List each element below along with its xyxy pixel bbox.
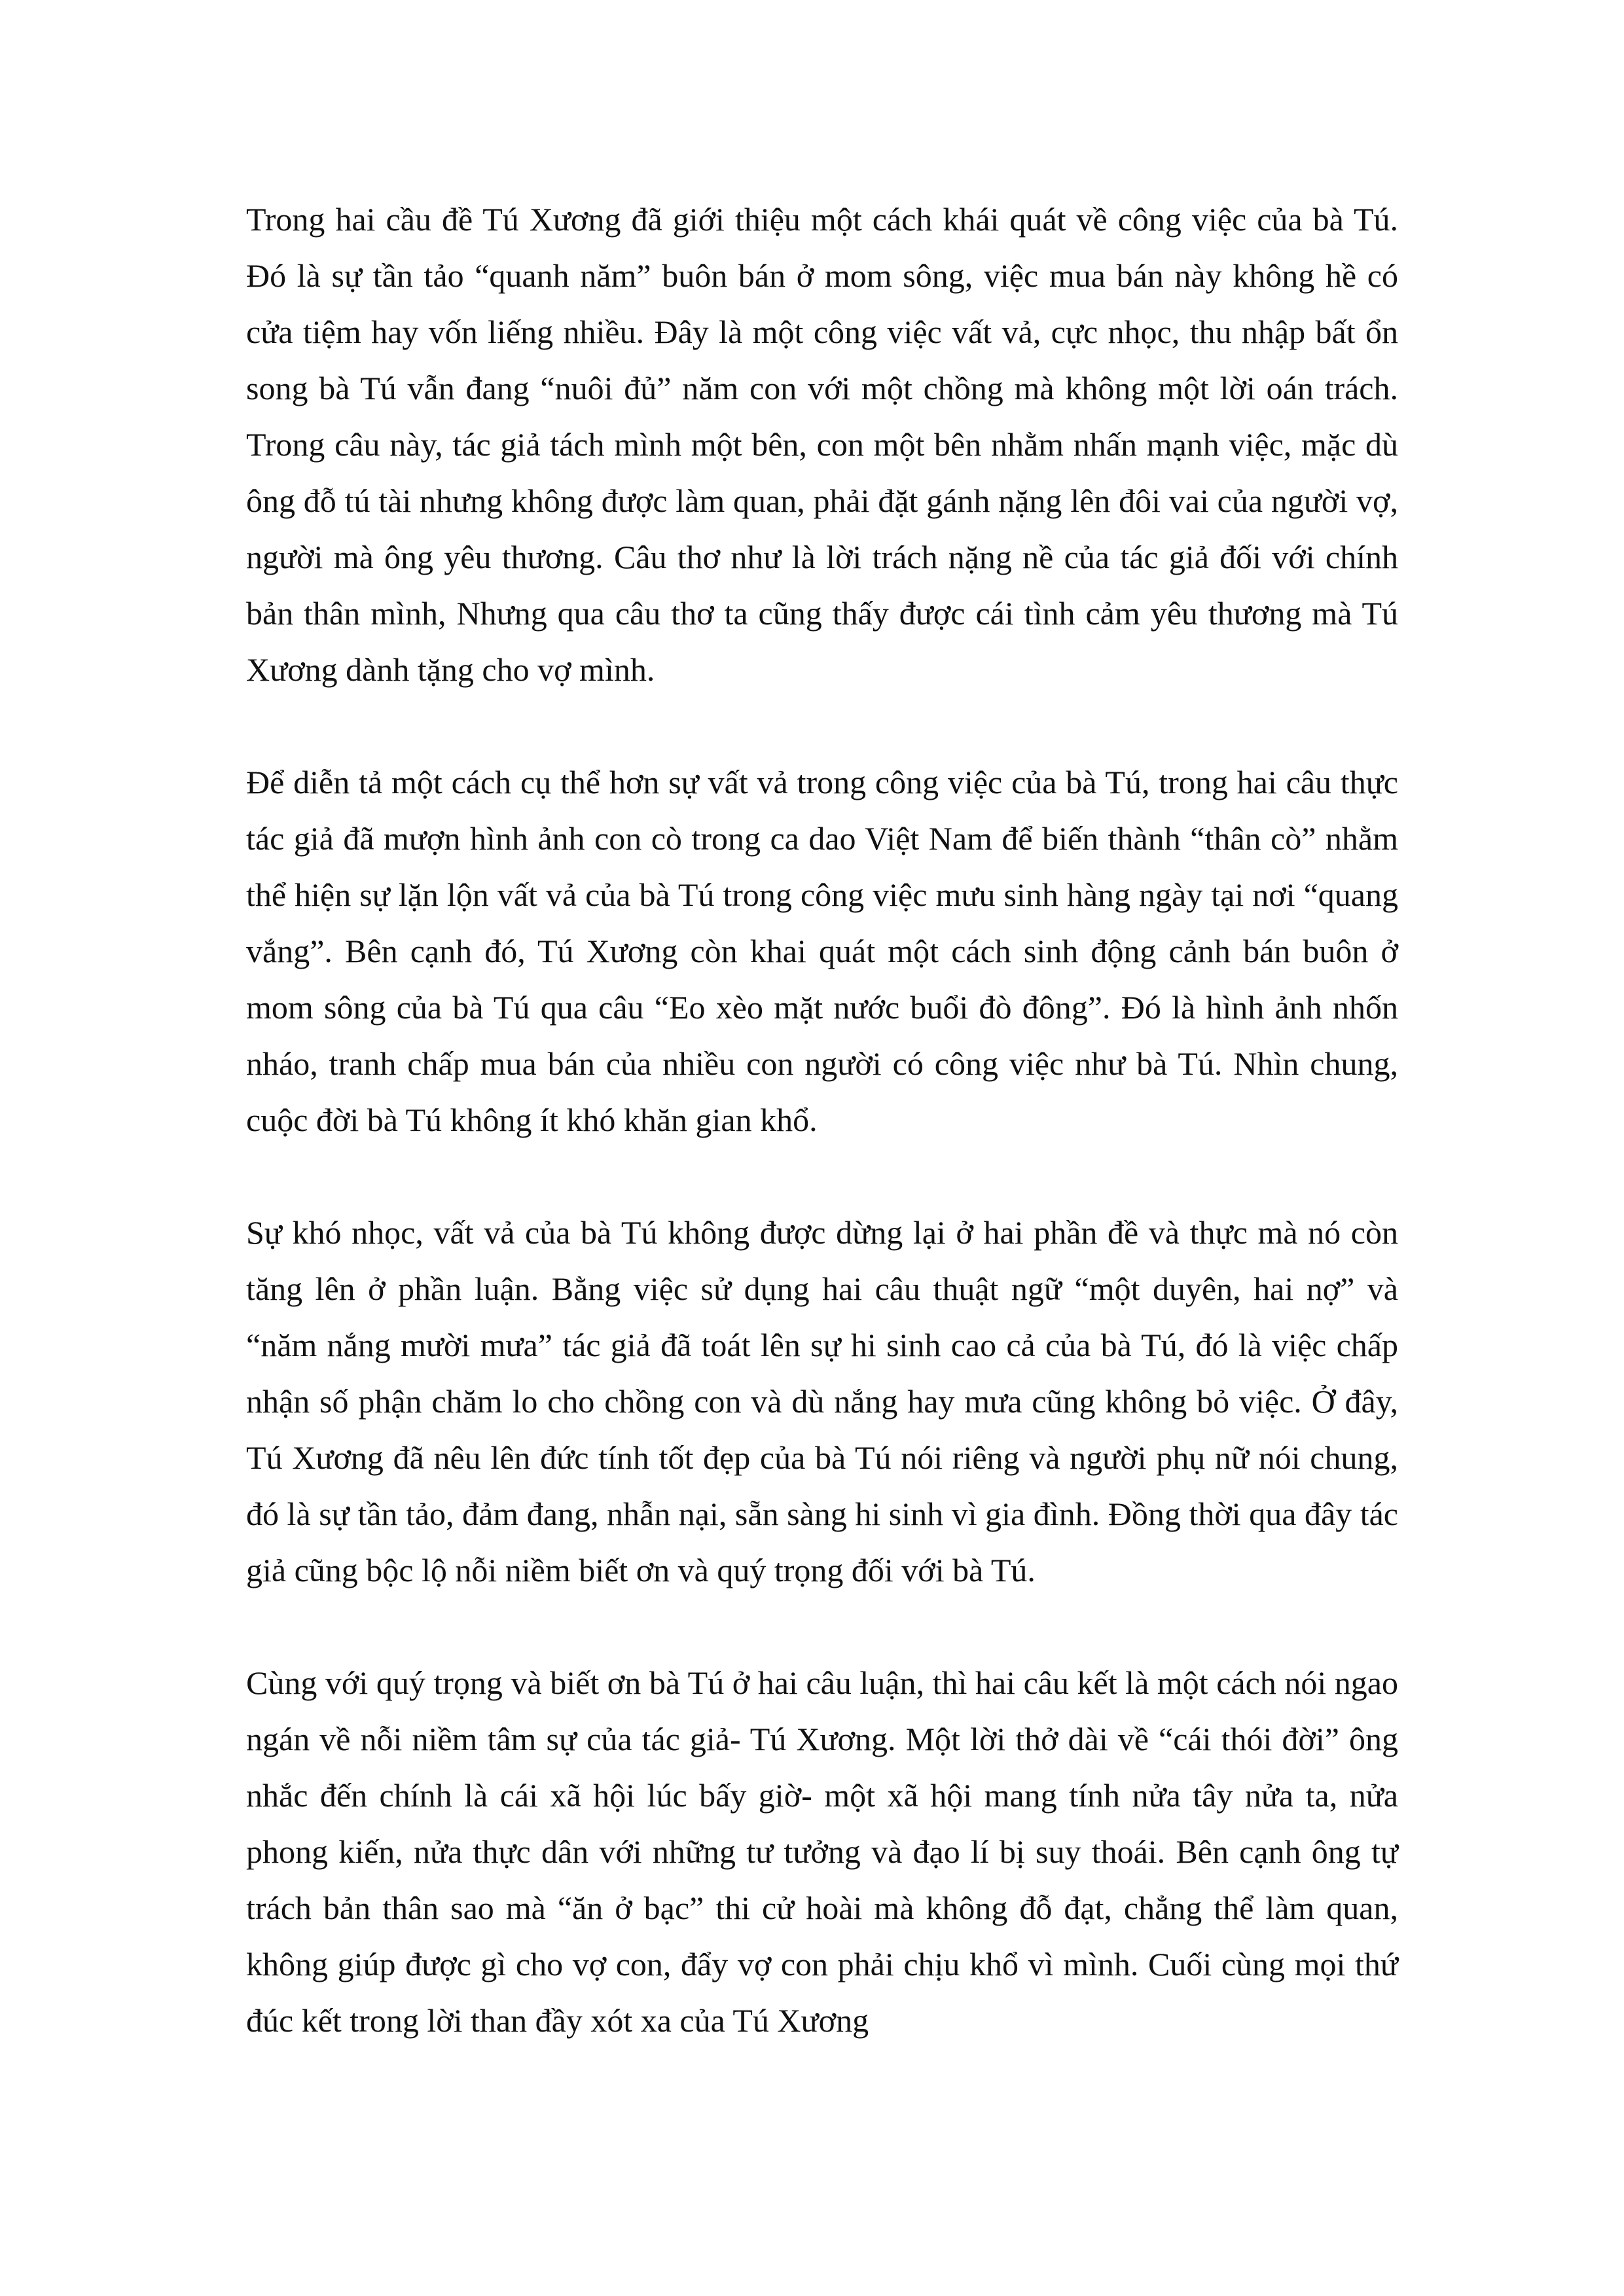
paragraph-1: Trong hai cầu đề Tú Xương đã giới thiệu một cách khái quát về công việc của bà Tú. Đó là sự tần tảo “quanh năm” buôn bán ở mom sông, việc mua bán này không hề có cửa tiệm hay vốn liếng nhiều. Đây là một công việc vất vả, cực nhọc, thu nhập bất ổn song bà Tú vẫn đang “nuôi đủ” năm con với một chồng mà không một lời oán trách. Trong câu này, tác giả tách mình một bên, con một bên nhằm nhấn mạnh việc, mặc dù ông đỗ tú tài nhưng không được làm quan, phải đặt gánh nặng lên đôi vai của người vợ, người mà ông yêu thương. Câu thơ như là lời trách nặng nề của tác giả đối với chính bản thân mình, Nhưng qua câu thơ ta cũng thấy được cái tình cảm yêu thương mà Tú Xương dành tặng cho vợ mình. [246,201,1398,688]
paragraph-2: Để diễn tả một cách cụ thể hơn sự vất vả trong công việc của bà Tú, trong hai câu thực tác giả đã mượn hình ảnh con cò trong ca dao Việt Nam để biến thành “thân cò” nhằm thể hiện sự lặn lộn vất vả của bà Tú trong công việc mưu sinh hàng ngày tại nơi “quang vắng”. Bên cạnh đó, Tú Xương còn khai quát một cách sinh động cảnh bán buôn ở mom sông của bà Tú qua câu “Eo xèo mặt nước buổi đò đông”. Đó là hình ảnh nhốn nháo, tranh chấp mua bán của nhiều con người có công việc như bà Tú. Nhìn chung, cuộc đời bà Tú không ít khó khăn gian khổ. [246,764,1398,1138]
paragraph-3: Sự khó nhọc, vất vả của bà Tú không được dừng lại ở hai phần đề và thực mà nó còn tăng lên ở phần luận. Bằng việc sử dụng hai câu thuật ngữ “một duyên, hai nợ” và “năm nắng mười mưa” tác giả đã toát lên sự hi sinh cao cả của bà Tú, đó là việc chấp nhận số phận chăm lo cho chồng con và dù nắng hay mưa cũng không bỏ việc. Ở đây, Tú Xương đã nêu lên đức tính tốt đẹp của bà Tú nói riêng và người phụ nữ nói chung, đó là sự tần tảo, đảm đang, nhẫn nại, sẵn sàng hi sinh vì gia đình. Đồng thời qua đây tác giả cũng bộc lộ nỗi niềm biết ơn và quý trọng đối với bà Tú. [246,1214,1398,1588]
document-body [246,191,1398,2049]
paragraph-4: Cùng với quý trọng và biết ơn bà Tú ở hai câu luận, thì hai câu kết là một cách nói ngao ngán về nỗi niềm tâm sự của tác giả- Tú Xương. Một lời thở dài về “cái thói đời” ông nhắc đến chính là cái xã hội lúc bấy giờ- một xã hội mang tính nửa tây nửa ta, nửa phong kiến, nửa thực dân với những tư tưởng và đạo lí bị suy thoái. Bên cạnh ông tự trách bản thân sao mà “ăn ở bạc” thi cử hoài mà không đỗ đạt, chẳng thể làm quan, không giúp được gì cho vợ con, đẩy vợ con phải chịu khổ vì mình. Cuối cùng mọi thứ đúc kết trong lời than đầy xót xa của Tú Xương [246,1664,1398,2039]
